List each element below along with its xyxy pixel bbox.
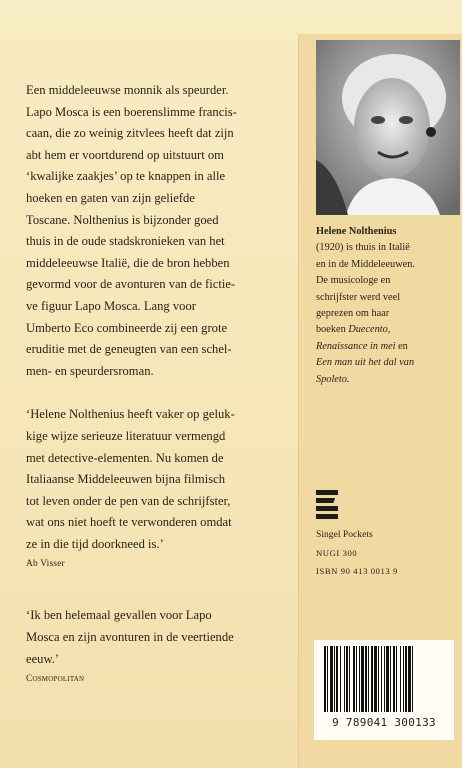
bio-line: geprezen om haar <box>316 308 390 320</box>
author-name: Helene Nolthenius <box>316 226 397 237</box>
review-quote-1 <box>26 404 288 571</box>
publisher-logo-icon <box>316 490 338 520</box>
barcode-bar <box>346 646 348 712</box>
bio-line: (1920) is thuis in Italië <box>316 242 410 254</box>
author-photo <box>316 40 460 215</box>
barcode-bar <box>400 646 401 712</box>
barcode-bar <box>368 646 369 712</box>
quote-line: tot leven onder de pen van de schrijfster, <box>26 493 231 508</box>
quote-line: met detective-elementen. Nu komen de <box>26 450 224 465</box>
blurb-line: Een middeleeuwse monnik als speurder. <box>26 83 229 97</box>
isbn-code: ISBN 90 413 0013 9 <box>316 566 398 576</box>
barcode-bar <box>403 646 404 712</box>
blurb-line: hoeken en gaten van zijn geliefde <box>26 190 195 205</box>
barcode <box>314 640 454 740</box>
blurb-line: ‘kwalijke zaakjes’ op te knappen in alle <box>26 169 226 184</box>
quote-source: Ab Visser <box>26 559 65 570</box>
barcode-bar <box>374 646 377 712</box>
blurb-line: gevormd voor de avonturen van de fictie- <box>26 277 236 292</box>
blurb-line: Toscane. Nolthenius is bijzonder goed <box>26 212 219 227</box>
blurb-line: Lapo Mosca is een boerenslimme francis- <box>26 104 237 119</box>
quote-line: ze in die tijd doorkneed is.’ <box>26 536 164 551</box>
barcode-bar <box>359 646 360 712</box>
quote-line: kige wijze serieuze literatuur vermengd <box>26 428 226 443</box>
barcode-bar <box>365 646 367 712</box>
barcode-bar <box>378 646 379 712</box>
book-title: Duecento, <box>348 324 391 336</box>
book-title: Renaissance in mei <box>316 340 396 352</box>
barcode-bar <box>330 646 333 712</box>
barcode-bar <box>327 646 328 712</box>
blurb-line: Umberto Eco combineerde zij een grote <box>26 320 228 335</box>
quote-line: ‘Ik ben helemaal gevallen voor Lapo <box>26 608 212 623</box>
blurb-line: middeleeuwse Italië, die de bron hebben <box>26 255 230 270</box>
barcode-bar <box>408 646 411 712</box>
barcode-bar <box>390 646 391 712</box>
blurb-line: thuis in de oude stadskronieken van het <box>26 234 225 249</box>
barcode-bar <box>361 646 364 712</box>
barcode-bar <box>405 646 407 712</box>
publisher-name: Singel Pockets <box>316 529 373 540</box>
quote-line: eeuw.’ <box>26 651 60 666</box>
quote-line: wat ons niet hoeft te verwonderen omdat <box>26 515 232 530</box>
blurb-line: abt hem er voortdurend op uitstuurt om <box>26 147 224 162</box>
bio-line: schrijfster werd veel <box>316 291 401 303</box>
book-title: Een man uit het dal van <box>316 357 415 369</box>
barcode-bar <box>349 646 350 712</box>
barcode-bar <box>412 646 413 712</box>
publisher-info <box>316 526 456 580</box>
quote-source: Cosmopolitan <box>26 674 85 685</box>
review-quote-2 <box>26 605 288 686</box>
author-bio <box>316 224 454 388</box>
barcode-bar <box>353 646 355 712</box>
barcode-bar <box>334 646 335 712</box>
bio-line: en in de Middeleeuwen. <box>316 258 415 270</box>
barcode-bar <box>324 646 326 712</box>
barcode-bar <box>340 646 341 712</box>
bio-line: De musicologe en <box>316 275 391 287</box>
barcode-bar <box>384 646 385 712</box>
bio-conjunction: en <box>398 340 408 352</box>
book-title: Spoleto. <box>316 373 350 385</box>
barcode-bar <box>336 646 338 712</box>
barcode-bar <box>371 646 373 712</box>
blurb-column <box>26 80 288 686</box>
barcode-bars <box>314 640 454 716</box>
blurb-paragraph <box>26 80 288 382</box>
nugi-code: NUGI 300 <box>316 548 358 558</box>
blurb-line: ve figuur Lapo Mosca. Lang voor <box>26 298 196 313</box>
barcode-bar <box>381 646 382 712</box>
barcode-bar <box>356 646 357 712</box>
quote-line: Mosca en zijn avonturen in de veertiende <box>26 630 234 645</box>
blurb-line: eruditie met de geneugten van een schel- <box>26 342 232 357</box>
blurb-line: men- en speurdersroman. <box>26 363 154 378</box>
barcode-number: 9 789041 300133 <box>332 716 436 729</box>
quote-line: ‘Helene Nolthenius heeft vaker op geluk- <box>26 407 235 422</box>
barcode-bar <box>393 646 395 712</box>
barcode-bar <box>344 646 345 712</box>
quote-line: Italiaanse Middeleeuwen bijna filmisch <box>26 472 225 487</box>
blurb-line: caan, die zo weinig zitvlees heeft dat zijn <box>26 126 234 141</box>
barcode-bar <box>396 646 397 712</box>
barcode-bar <box>386 646 389 712</box>
bio-line: boeken <box>316 324 346 336</box>
